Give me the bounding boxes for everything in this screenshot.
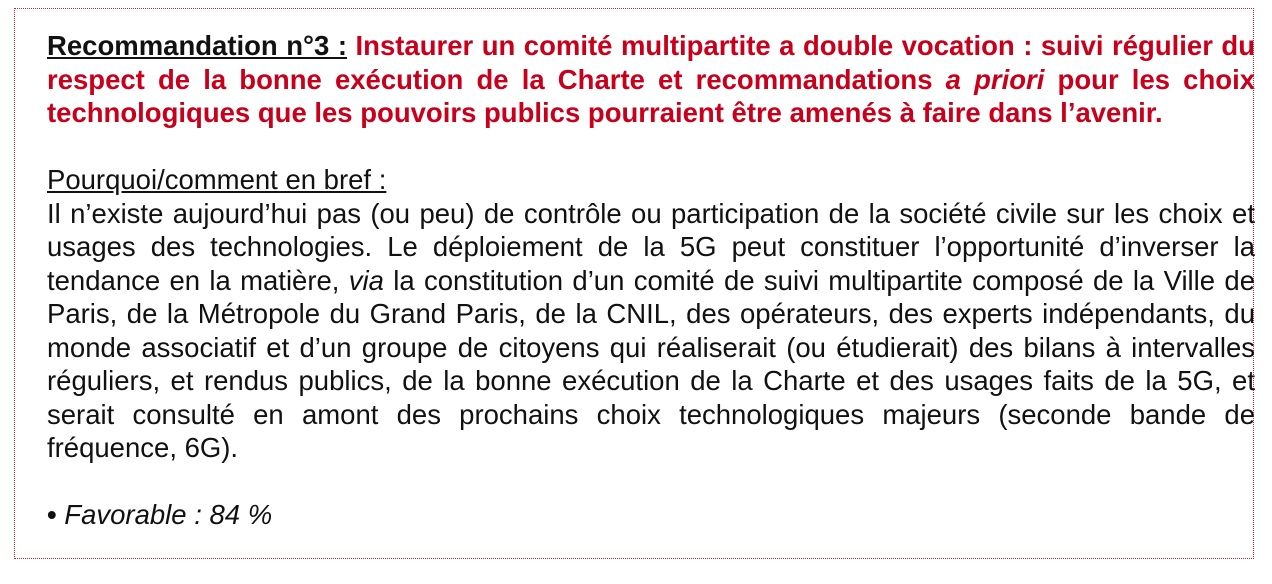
rationale-body <box>47 197 1255 465</box>
recommendation-text-part1: Instaurer un comité multipartite a double vocation : suivi régulier du respect de la bonne exécution de la Charte et recommandations <box>47 30 1256 95</box>
recommendation-text-italic: a priori <box>945 63 1045 95</box>
recommendation-text-part2: pour les choix technologiques que les pouvoirs publics pourraient être amenés à faire dans l’avenir. <box>47 63 1256 128</box>
spacer <box>47 130 1255 164</box>
recommendation-heading <box>47 29 1255 130</box>
rationale-body-part1: Il n’existe aujourd’hui pas (ou peu) de contrôle ou participation de la société civile sur les choix et usages des technologies. Le déploiement de la 5G peut constituer l’opportunité d’inverser la tendance en la matière, <box>47 197 1255 296</box>
rationale-body-part2: la constitution d’un comité de suivi multipartite composé de la Ville de Paris, de la Métropole du Grand Paris, de la CNIL, des opérateurs, des experts indépendants, du monde associatif et d’un groupe de citoyens qui réaliserait (ou étudierait) des bilans à intervalles réguliers, et rendus publics, de la bonne exécution de la Charte et des usages faits de la 5G, et serait consulté en amont des prochains choix technologiques majeurs (seconde bande de fréquence, 6G). <box>47 264 1255 463</box>
rationale-body-italic: via <box>348 264 384 296</box>
vote-label: Favorable : 84 % <box>64 499 273 530</box>
vote-result <box>47 498 1255 532</box>
bullet-icon: • <box>47 499 57 530</box>
recommendation-box <box>14 8 1254 559</box>
rationale-title: Pourquoi/comment en bref : <box>47 164 387 195</box>
spacer <box>47 465 1255 499</box>
recommendation-content <box>47 29 1255 532</box>
recommendation-label: Recommandation n°3 : <box>47 30 347 61</box>
